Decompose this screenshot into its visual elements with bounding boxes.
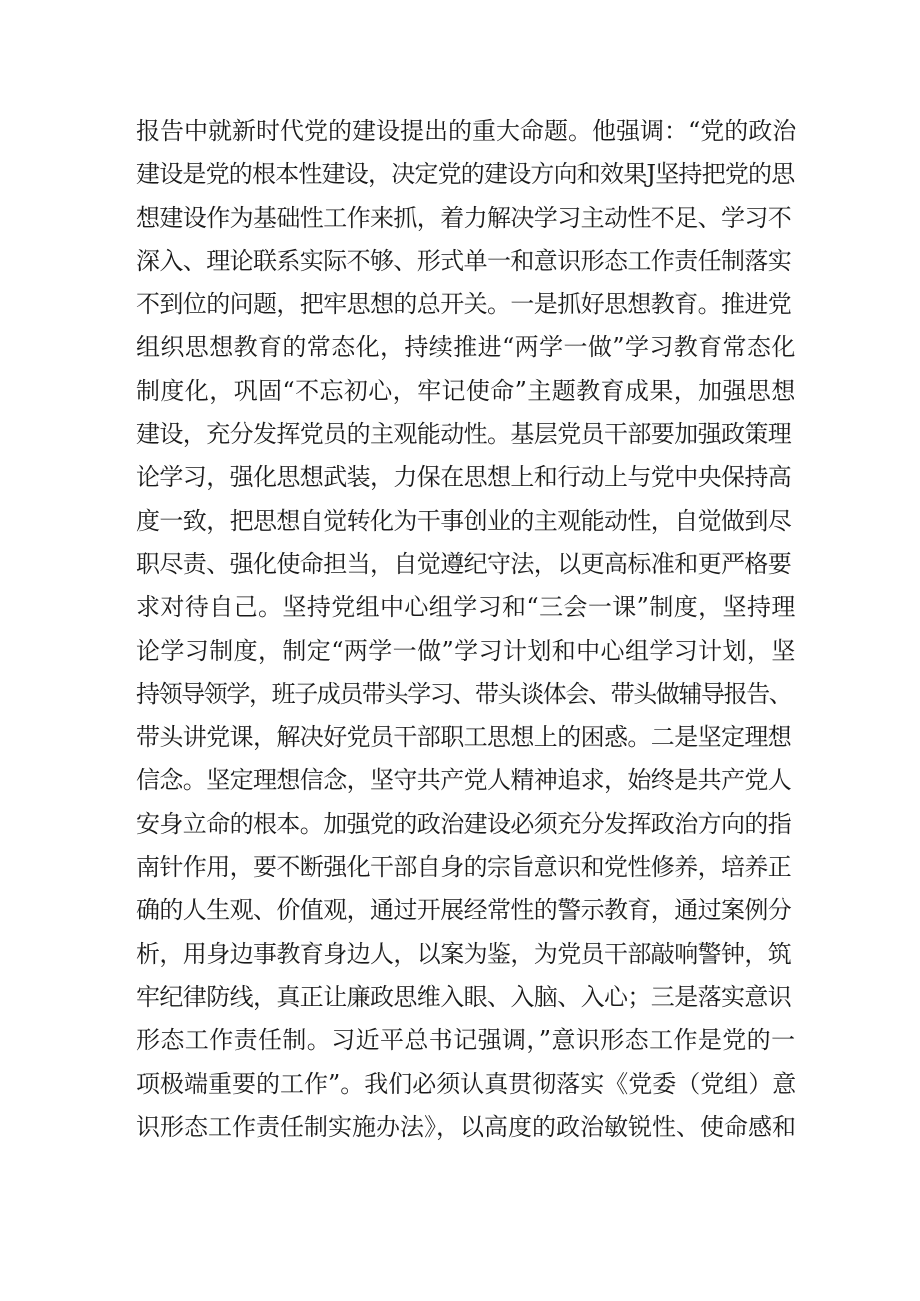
text-line: 想建设作为基础性工作来抓，着力解决学习主动性不足、学习不 — [136, 203, 792, 232]
text-line: 持领导领学，班子成员带头学习、带头谈体会、带头做辅导报告、 — [136, 679, 792, 708]
text-line: 识形态工作责任制实施办法》，以高度的政治敏锐性、使命感和 — [136, 1112, 796, 1141]
text-line: 深入、理论联系实际不够、形式单一和意识形态工作责任制落实 — [136, 246, 792, 275]
text-line: 建设是党的根本性建设，决定党的建设方向和效果J坚持把党的思 — [136, 160, 795, 189]
text-line: 信念。坚定理想信念，坚守共产党人精神追求，始终是共产党人 — [136, 766, 792, 795]
text-line: 报告中就新时代党的建设提出的重大命题。他强调：“党的政治 — [136, 117, 797, 145]
text-line: 职尽责、强化使命担当，自觉遵纪守法，以更高标准和更严格要 — [136, 549, 792, 578]
text-line: 建设，充分发挥党员的主观能动性。基层党员干部要加强政策理 — [136, 420, 792, 449]
text-line: 析，用身边事教育身边人，以案为鉴，为党员干部敲响警钟，筑 — [136, 939, 792, 968]
text-line: 度一致，把思想自觉转化为干事创业的主观能动性，自觉做到尽 — [136, 506, 792, 535]
text-line: 确的人生观、价值观，通过开展经常性的警示教育，通过案例分 — [136, 896, 792, 925]
text-line: 求对待自己。坚持党组中心组学习和“三会一课”制度，坚持理 — [136, 593, 796, 622]
text-line: 论学习，强化思想武装，力保在思想上和行动上与党中央保持高 — [136, 463, 792, 492]
body-text — [136, 110, 796, 1149]
text-line: 安身立命的根本。加强党的政治建设必须充分发挥政治方向的指 — [136, 809, 792, 838]
text-line: 带头讲党课，解决好党员干部职工思想上的困惑。二是坚定理想 — [136, 723, 792, 752]
text-line: 南针作用，要不断强化干部自身的宗旨意识和党性修养，培养正 — [136, 853, 792, 882]
text-line: 项极端重要的工作”。我们必须认真贯彻落实《党委（党组）意 — [136, 1069, 797, 1098]
text-line: 组织思想教育的常态化，持续推进“两学一做”学习教育常态化 — [136, 333, 796, 362]
text-line: 制度化，巩固“不忘初心，牢记使命”主题教育成果，加强思想 — [136, 376, 796, 405]
text-line: 牢纪律防线，真正让廉政思维入眼、入脑、入心；三是落实意识 — [136, 982, 792, 1011]
text-line: 形态工作责任制。习近平总书记强调，”意识形态工作是党的一 — [136, 1026, 796, 1055]
text-line: 不到位的问题，把牢思想的总开关。一是抓好思想教育。推进党 — [136, 290, 792, 319]
text-line: 论学习制度，制定“两学一做”学习计划和中心组学习计划，坚 — [136, 636, 796, 665]
